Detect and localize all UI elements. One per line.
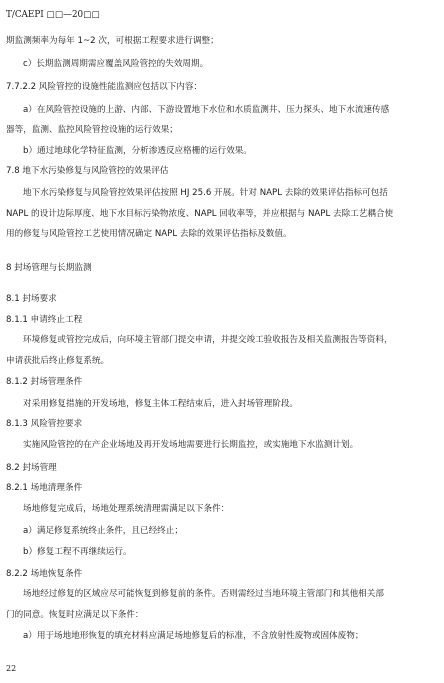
section-heading-8-1-1: 8.1.1 申请终止工程 <box>6 315 83 325</box>
list-item-b: b）修复工程不再继续运行。 <box>23 547 132 557</box>
section-heading-8-1-2: 8.1.2 封场管理条件 <box>6 377 83 387</box>
list-item-a: a）满足修复系统终止条件，且已经终止； <box>23 526 183 536</box>
section-heading-8-1: 8.1 封场要求 <box>6 294 57 304</box>
section-heading-8-2-1: 8.2.1 场地清理条件 <box>6 483 83 493</box>
section-heading-8-2-2: 8.2.2 场地恢复条件 <box>6 569 83 579</box>
paragraph-line: 期监测频率为每年 1~2 次，可根据工程要求进行调整； <box>6 36 219 46</box>
paragraph-line: 对采用修复措施的开发场地，修复主体工程结束后，进入封场管理阶段。 <box>23 399 299 409</box>
paragraph-line: 环境修复或管控完成后，向环境主管部门提交申请，并提交竣工验收报告及相关监测报告等资料， <box>23 335 393 345</box>
paragraph-line: 场地经过修复的区域应尽可能恢复到修复前的条件。否则需经过当地环境主管部门和其他相关部 <box>23 589 384 599</box>
paragraph-line: 场地修复完成后，场地处理系统清理需满足以下条件： <box>23 504 230 514</box>
paragraph-line: 用的修复与风险管控工艺使用情况确定 NAPL 去除的效果评估指标及数值。 <box>6 229 292 239</box>
paragraph-line: 门的同意。恢复时应满足以下条件： <box>6 610 144 620</box>
paragraph-line: 实施风险管控的在产企业场地及再开发场地需要进行长期监控，或实施地下水监测计划。 <box>23 440 359 450</box>
paragraph-line: 地下水污染修复与风险管控效果评估按照 HJ 25.6 开展。针对 NAPL 去除的效果评估指标可包括 <box>23 188 388 198</box>
paragraph-line: 申请获批后终止修复系统。 <box>6 356 110 366</box>
paragraph-line: 器等，监测、监控风险管控设施的运行效果； <box>6 125 178 135</box>
document-code-header: T/CAEPI □□—20□□ <box>6 10 100 20</box>
list-item-b: b）通过地球化学特征监测，分析渗透反应格栅的运行效果。 <box>23 146 252 156</box>
chapter-heading-8: 8 封场管理与长期监测 <box>6 263 92 273</box>
list-item-a: a）用于场地地形恢复的填充材料应满足场地修复后的标准，不含放射性废物或固体废物； <box>23 631 364 641</box>
list-item-a: a）在风险管控设施的上游、内部、下游设置地下水位和水质监测井、压力探头、地下水流速传感 <box>23 105 390 115</box>
paragraph-line: NAPL 的设计边际厚度、地下水目标污染物浓度、NAPL 回收率等，并应根据与 NAPL 去除工艺耦合使 <box>6 209 394 219</box>
list-item-c: c）长期监测周期需应覆盖风险管控的失效周期。 <box>23 59 209 69</box>
section-heading-7-8: 7.8 地下水污染修复与风险管控的效果评估 <box>6 166 169 176</box>
page-number: 22 <box>6 664 17 673</box>
section-heading-8-1-3: 8.1.3 风险管控要求 <box>6 419 83 429</box>
section-heading-8-2: 8.2 封场管理 <box>6 463 57 473</box>
section-heading-7-7-2-2: 7.7.2.2 风险管控的设施性能监测应包括以下内容： <box>6 82 203 92</box>
